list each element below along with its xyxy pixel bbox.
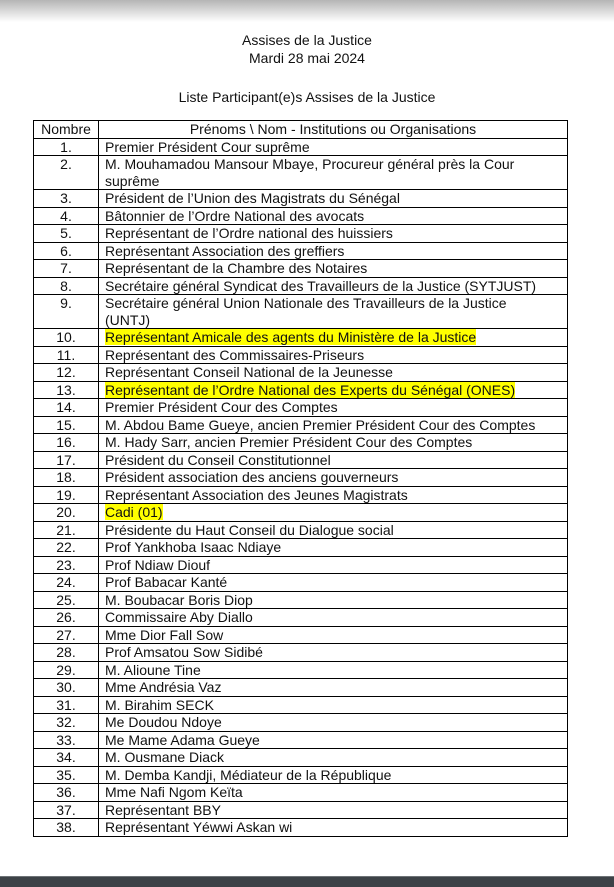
row-number: 29. — [34, 661, 99, 679]
row-text-cell — [99, 469, 568, 487]
row-text-cell — [99, 644, 568, 662]
table-row — [34, 207, 568, 225]
row-number: 31. — [34, 696, 99, 714]
column-header-nombre: Nombre — [34, 121, 99, 139]
row-number: 36. — [34, 784, 99, 802]
table-row — [34, 486, 568, 504]
table-row — [34, 556, 568, 574]
row-number: 7. — [34, 260, 99, 278]
row-text-cell — [99, 539, 568, 557]
row-text: Prof Amsatou Sow Sidibé — [105, 644, 263, 660]
row-text: Bâtonnier de l’Ordre National des avocats — [105, 207, 365, 224]
row-text: M. Birahim SECK — [105, 696, 214, 713]
row-number: 19. — [34, 486, 99, 504]
table-row — [34, 381, 568, 399]
row-text: M. Ousmane Diack — [105, 749, 225, 765]
row-text-cell — [99, 190, 568, 208]
highlighted-row-text: Représentant de l’Ordre National des Experts du Sénégal (ONES) — [105, 381, 516, 398]
row-text-cell — [99, 225, 568, 243]
table-row — [34, 295, 568, 329]
highlighted-row-text: Cadi (01) — [105, 504, 163, 520]
row-number: 30. — [34, 679, 99, 697]
row-number: 8. — [34, 277, 99, 295]
table-row — [34, 156, 568, 190]
row-text-cell — [99, 784, 568, 802]
row-text: M. Mouhamadou Mansour Mbaye, Procureur général près la Cour suprême — [105, 156, 515, 189]
row-text: Commissaire Aby Diallo — [105, 609, 253, 625]
row-text-cell — [99, 434, 568, 452]
row-number: 22. — [34, 539, 99, 557]
table-row — [34, 819, 568, 837]
row-number: 25. — [34, 591, 99, 609]
row-text-cell — [99, 295, 568, 329]
table-row — [34, 679, 568, 697]
row-number: 38. — [34, 819, 99, 837]
row-text-cell — [99, 138, 568, 156]
table-row — [34, 731, 568, 749]
table-row — [34, 190, 568, 208]
row-text-cell — [99, 399, 568, 417]
row-text: Représentant Association des greffiers — [105, 242, 345, 259]
row-number: 11. — [34, 346, 99, 364]
row-number: 27. — [34, 626, 99, 644]
row-number: 10. — [34, 329, 99, 347]
row-text: Représentant des Commissaires-Priseurs — [105, 346, 365, 363]
row-number: 20. — [34, 504, 99, 522]
row-number: 18. — [34, 469, 99, 487]
row-number: 26. — [34, 609, 99, 627]
row-number: 34. — [34, 749, 99, 767]
row-number: 33. — [34, 731, 99, 749]
row-text: M. Demba Kandji, Médiateur de la République — [105, 766, 392, 783]
row-text: Président de l’Union des Magistrats du Sénégal — [105, 190, 400, 206]
table-row — [34, 329, 568, 347]
row-text-cell — [99, 364, 568, 382]
table-row — [34, 364, 568, 382]
row-text: Représentant Association des Jeunes Magistrats — [105, 486, 408, 503]
row-number: 23. — [34, 556, 99, 574]
row-number: 24. — [34, 574, 99, 592]
row-text: Présidente du Haut Conseil du Dialogue social — [105, 521, 394, 538]
row-text-cell — [99, 679, 568, 697]
doc-title-line1: Assises de la Justice — [242, 32, 372, 48]
table-row — [34, 539, 568, 557]
row-text-cell — [99, 591, 568, 609]
row-text: Représentant Yéwwi Askan wi — [105, 819, 293, 835]
row-text-cell — [99, 521, 568, 539]
doc-subtitle: Liste Participant(e)s Assises de la Justice — [178, 89, 436, 105]
row-number: 2. — [34, 156, 99, 190]
row-text-cell — [99, 749, 568, 767]
row-text-cell — [99, 486, 568, 504]
row-number: 1. — [34, 138, 99, 156]
row-text: Me Mame Adama Gueye — [105, 731, 260, 748]
row-number: 12. — [34, 364, 99, 382]
row-number: 9. — [34, 295, 99, 329]
row-number: 4. — [34, 207, 99, 225]
table-row — [34, 521, 568, 539]
row-number: 35. — [34, 766, 99, 784]
row-number: 16. — [34, 434, 99, 452]
row-text: Premier Président Cour suprême — [105, 138, 310, 155]
viewer-bottom-bar — [0, 876, 614, 887]
row-text: Président association des anciens gouverneurs — [105, 469, 399, 485]
row-text: Secrétaire général Syndicat des Travailleurs de la Justice (SYTJUST) — [105, 277, 537, 294]
table-row — [34, 591, 568, 609]
row-text-cell — [99, 277, 568, 295]
row-text-cell — [99, 381, 568, 399]
row-text: Mme Andrésia Vaz — [105, 679, 222, 695]
row-text-cell — [99, 819, 568, 837]
highlighted-row-text: Représentant Amicale des agents du Ministère de la Justice — [105, 329, 477, 345]
table-row — [34, 416, 568, 434]
row-text-cell — [99, 504, 568, 522]
row-text: Prof Ndiaw Diouf — [105, 556, 211, 573]
table-row — [34, 242, 568, 260]
table-row — [34, 504, 568, 522]
table-row — [34, 277, 568, 295]
row-number: 14. — [34, 399, 99, 417]
row-text: Président du Conseil Constitutionnel — [105, 451, 331, 468]
row-text: Représentant de l’Ordre national des huissiers — [105, 225, 393, 241]
row-text: Me Doudou Ndoye — [105, 714, 222, 730]
row-number: 13. — [34, 381, 99, 399]
row-text-cell — [99, 242, 568, 260]
table-row — [34, 469, 568, 487]
row-text: Mme Nafi Ngom Keïta — [105, 784, 243, 800]
row-number: 32. — [34, 714, 99, 732]
row-text-cell — [99, 731, 568, 749]
table-row — [34, 801, 568, 819]
row-number: 28. — [34, 644, 99, 662]
row-text-cell — [99, 556, 568, 574]
row-text: Représentant Conseil National de la Jeunesse — [105, 364, 393, 380]
row-text: Secrétaire général Union Nationale des Travailleurs de la Justice (UNTJ) — [105, 295, 507, 328]
row-text: M. Boubacar Boris Diop — [105, 591, 253, 608]
row-text-cell — [99, 714, 568, 732]
table-row — [34, 696, 568, 714]
row-text-cell — [99, 451, 568, 469]
table-row — [34, 225, 568, 243]
table-row — [34, 714, 568, 732]
row-text-cell — [99, 416, 568, 434]
column-header-names: Prénoms \ Nom - Institutions ou Organisations — [99, 121, 568, 139]
table-row — [34, 766, 568, 784]
row-text-cell — [99, 346, 568, 364]
row-text: Prof Yankhoba Isaac Ndiaye — [105, 539, 282, 555]
row-number: 5. — [34, 225, 99, 243]
row-text-cell — [99, 609, 568, 627]
document-header — [0, 0, 614, 67]
table-row — [34, 661, 568, 679]
row-text-cell — [99, 696, 568, 714]
table-row — [34, 574, 568, 592]
row-text: Représentant BBY — [105, 801, 221, 818]
row-number: 37. — [34, 801, 99, 819]
row-number: 6. — [34, 242, 99, 260]
table-row — [34, 399, 568, 417]
row-text-cell — [99, 766, 568, 784]
table-row — [34, 434, 568, 452]
row-text-cell — [99, 626, 568, 644]
row-number: 21. — [34, 521, 99, 539]
table-row — [34, 609, 568, 627]
row-text-cell — [99, 661, 568, 679]
table-row — [34, 451, 568, 469]
row-text: Représentant de la Chambre des Notaires — [105, 260, 368, 276]
row-text-cell — [99, 329, 568, 347]
row-text: Mme Dior Fall Sow — [105, 626, 224, 643]
row-number: 17. — [34, 451, 99, 469]
row-text-cell — [99, 207, 568, 225]
row-text: M. Hady Sarr, ancien Premier Président Cour des Comptes — [105, 434, 473, 450]
table-header-row — [34, 121, 568, 139]
row-number: 3. — [34, 190, 99, 208]
row-text: Prof Babacar Kanté — [105, 574, 228, 590]
doc-title-line2: Mardi 28 mai 2024 — [249, 50, 365, 66]
row-text-cell — [99, 260, 568, 278]
table-row — [34, 644, 568, 662]
row-text: M. Alioune Tine — [105, 661, 201, 678]
table-row — [34, 138, 568, 156]
row-text-cell — [99, 574, 568, 592]
row-text-cell — [99, 801, 568, 819]
table-row — [34, 260, 568, 278]
row-text: M. Abdou Bame Gueye, ancien Premier Président Cour des Comptes — [105, 416, 536, 433]
row-text-cell — [99, 156, 568, 190]
row-number: 15. — [34, 416, 99, 434]
row-text: Premier Président Cour des Comptes — [105, 399, 338, 415]
table-row — [34, 784, 568, 802]
table-row — [34, 749, 568, 767]
table-row — [34, 346, 568, 364]
participants-table — [33, 120, 568, 837]
table-row — [34, 626, 568, 644]
